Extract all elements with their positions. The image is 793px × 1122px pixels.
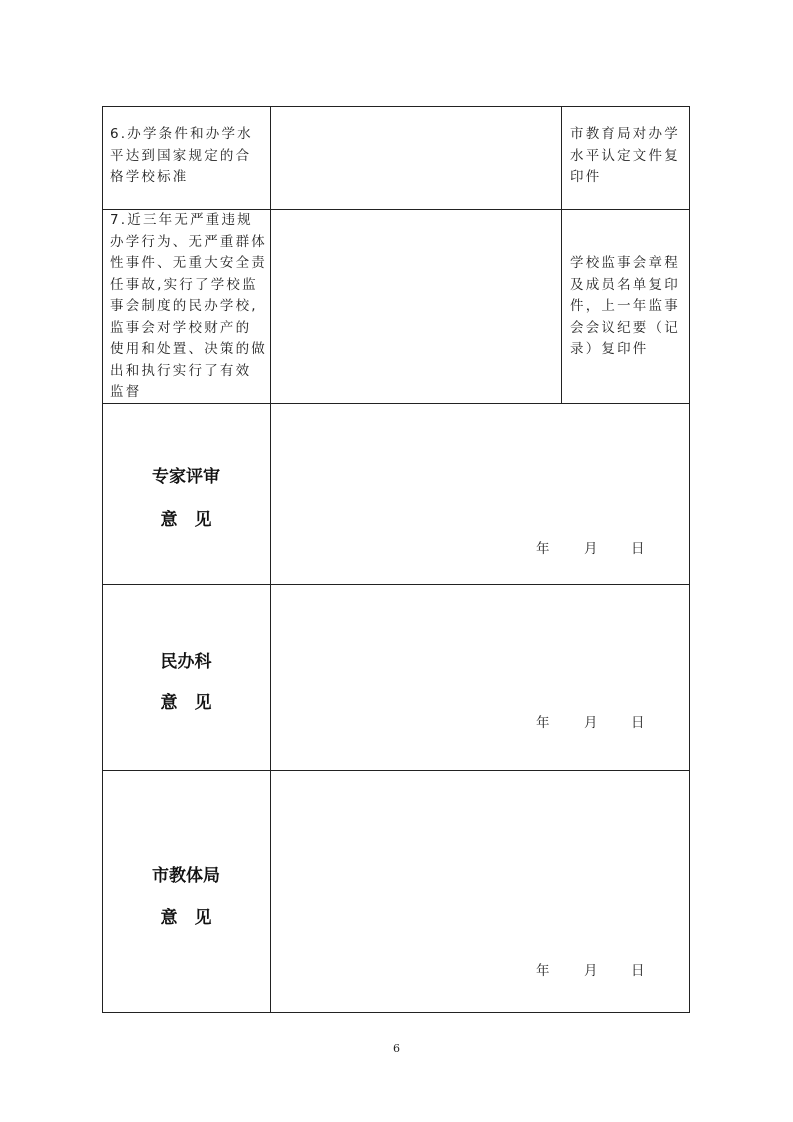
criteria-line: 性事件、无重大安全责	[110, 255, 267, 271]
material-line: 学校监事会章程	[570, 255, 680, 271]
day-label: 日	[631, 715, 645, 731]
year-label: 年	[536, 541, 550, 557]
year-label: 年	[536, 715, 550, 731]
material-item-7	[570, 253, 680, 361]
criteria-line: 任事故,实行了学校监	[110, 276, 258, 293]
criteria-line: 监督	[110, 384, 142, 400]
material-line: 录）复印件	[570, 341, 649, 357]
criteria-line: 7.近三年无严重违规	[110, 212, 253, 228]
material-line: 印件	[570, 169, 602, 185]
criteria-line: 监事会对学校财产的	[110, 319, 252, 336]
criteria-item-6	[110, 124, 253, 189]
row-divider	[102, 770, 690, 771]
private-edu-dept-title: 民办科	[160, 652, 212, 672]
month-label: 月	[584, 541, 598, 557]
year-label: 年	[536, 963, 550, 979]
day-label: 日	[631, 963, 645, 979]
column-divider	[561, 106, 562, 403]
material-item-6	[570, 124, 680, 189]
municipal-bureau-subtitle: 意 见	[160, 908, 212, 928]
criteria-line: 出和执行实行了有效	[110, 362, 252, 379]
expert-review-title: 专家评审	[152, 467, 220, 487]
month-label: 月	[584, 715, 598, 731]
criteria-line: 办学行为、无严重群体	[110, 233, 267, 250]
column-divider	[270, 106, 271, 1013]
criteria-line: 事会制度的民办学校,	[110, 298, 258, 314]
row-divider	[102, 584, 690, 585]
material-line: 市教育局对办学	[570, 126, 680, 142]
criteria-item-7	[110, 210, 267, 404]
day-label: 日	[631, 541, 645, 557]
page-number: 6	[393, 1042, 400, 1055]
material-line: 水平认定文件复	[570, 147, 680, 164]
material-line: 件，上一年监事	[570, 298, 680, 314]
private-edu-dept-subtitle: 意 见	[160, 693, 212, 713]
criteria-line: 格学校标准	[110, 169, 189, 185]
criteria-line: 6.办学条件和办学水	[110, 126, 253, 142]
criteria-line: 平达到国家规定的合	[110, 147, 252, 164]
material-line: 及成员名单复印	[570, 276, 680, 293]
expert-review-subtitle: 意 见	[160, 510, 212, 530]
month-label: 月	[584, 963, 598, 979]
material-line: 会会议纪要（记	[570, 319, 680, 336]
municipal-bureau-title: 市教体局	[152, 866, 220, 886]
criteria-line: 使用和处置、决策的做	[110, 341, 267, 357]
